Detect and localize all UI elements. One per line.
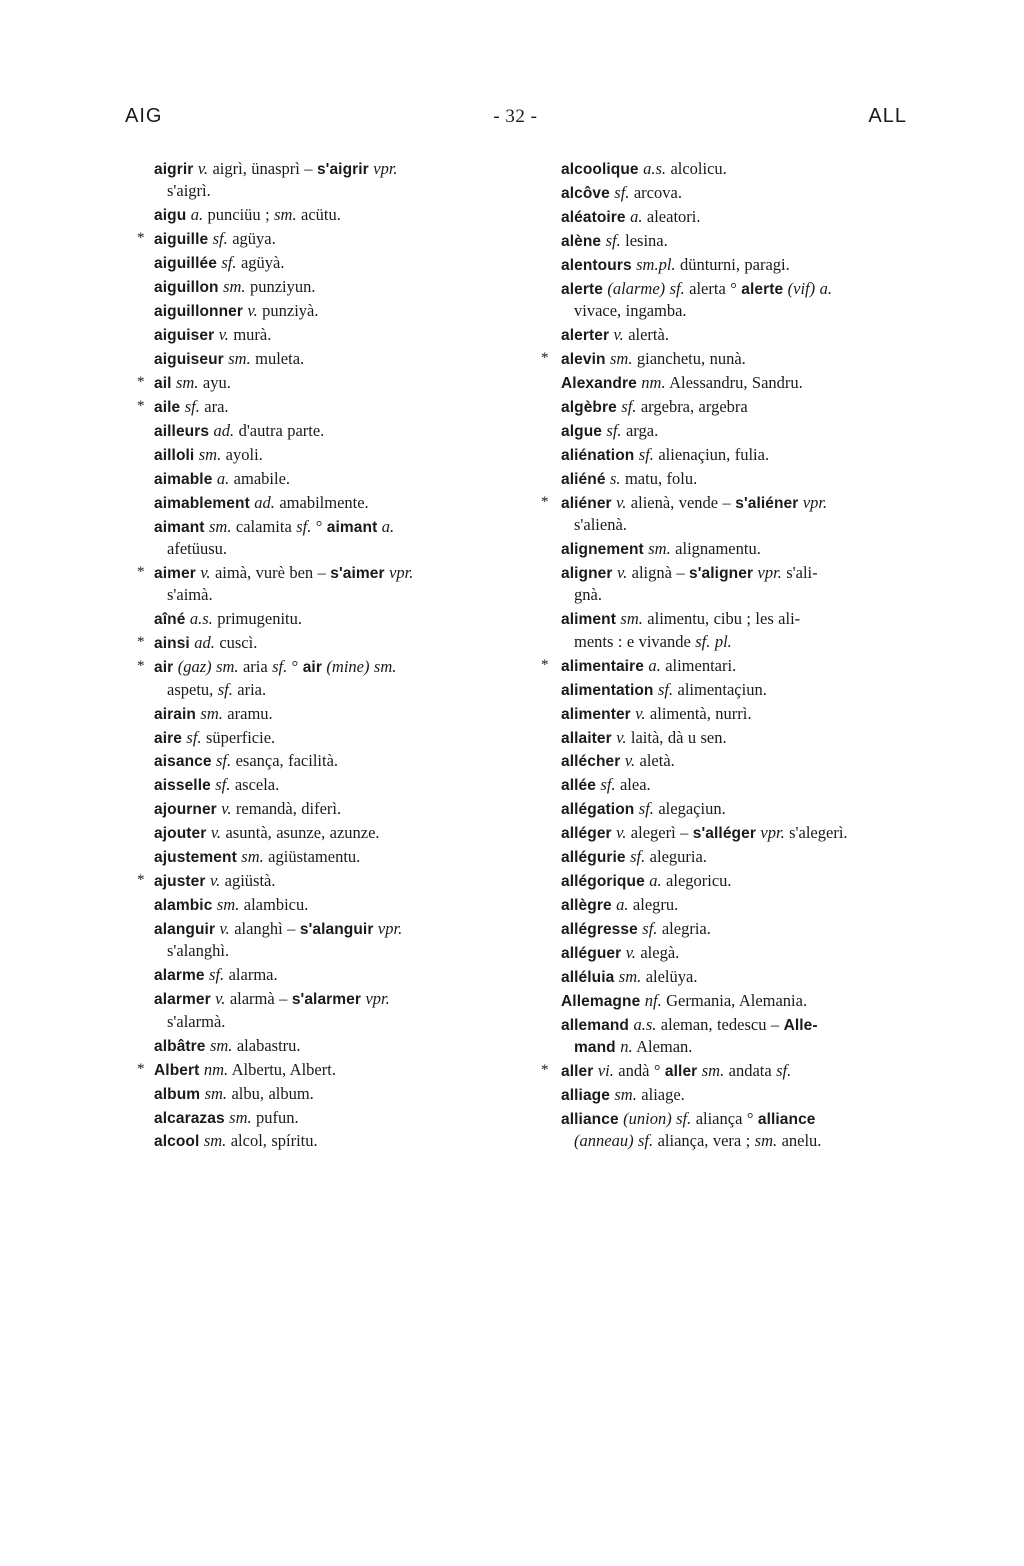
entry-headword: ainsi: [154, 635, 190, 653]
entry-definition: sm. calamita sf. °: [209, 516, 327, 536]
entry-headword-secondary: s'alanguir: [299, 921, 374, 938]
entry-headword-secondary: s'alarmer: [291, 991, 362, 1009]
dictionary-entry: [541, 990, 907, 1012]
entry-headword: alerter: [561, 327, 610, 345]
entry-definition: sf. esança, facilità.: [216, 751, 339, 771]
dictionary-entry: [137, 798, 503, 820]
dictionary-entry: [137, 632, 503, 654]
dictionary-entry: [137, 822, 503, 844]
dictionary-entry: [137, 1107, 503, 1129]
dictionary-entry: [137, 750, 503, 772]
entry-headword: aimer: [154, 564, 196, 582]
entry-headword-secondary: s'alléger: [692, 825, 756, 843]
entry-headword: alignement: [561, 541, 644, 558]
entry-headword: aisselle: [154, 777, 211, 795]
entry-definition: sm. gianchetu, nunà.: [609, 349, 746, 368]
dictionary-entry: [137, 846, 503, 868]
dictionary-entry: [137, 420, 503, 442]
entry-continuation: vivace, ingamba.: [574, 301, 687, 321]
dictionary-entry: [541, 324, 907, 346]
entry-definition: v. murà.: [218, 325, 272, 345]
dictionary-entry: [541, 846, 907, 868]
entry-definition: sm. alabastru.: [209, 1035, 301, 1055]
entry-definition: sm. alimentu, cibu ; les ali-: [620, 609, 801, 629]
entry-headword: alcôve: [561, 184, 610, 202]
entry-definition: v. alegà.: [625, 942, 680, 962]
entry-definition: sf. alea.: [600, 775, 651, 795]
dictionary-entry: [137, 562, 503, 607]
entry-continuation: s'alienà.: [574, 515, 627, 535]
dictionary-entry: [541, 182, 907, 204]
dictionary-entry: [541, 894, 907, 916]
dictionary-entry: [541, 372, 907, 394]
dictionary-entry: [541, 254, 907, 276]
dictionary-entry: [541, 870, 907, 892]
dictionary-entry: [137, 444, 503, 466]
entry-continuation: s'alanghì.: [167, 941, 230, 961]
entry-headword: alarmer: [154, 991, 211, 1009]
entry-definition: v. remandà, diferì.: [221, 799, 342, 819]
entry-headword: ajuster: [154, 873, 206, 891]
asterisk-marker: *: [137, 230, 145, 247]
entry-definition: ad. amabilmente.: [254, 492, 369, 512]
entry-headword-secondary: s'aigrir: [316, 161, 369, 178]
entry-headword: aimablement: [154, 494, 250, 512]
dictionary-entry: [137, 988, 503, 1033]
dictionary-entry: [137, 516, 503, 561]
entry-definition: sm. punziyun.: [223, 277, 316, 297]
entry-headword-secondary: Alle-: [783, 1016, 818, 1034]
entry-headword: Alexandre: [561, 374, 637, 392]
entry-headword: alliance: [561, 1111, 619, 1128]
dictionary-entry: [541, 918, 907, 940]
entry-headword: alentours: [561, 256, 632, 274]
entry-definition: nm. Alessandru, Sandru.: [641, 372, 803, 392]
dictionary-entry: [137, 228, 503, 250]
entry-definition: v. alertà.: [613, 325, 669, 345]
dictionary-entry: [541, 1108, 907, 1153]
dictionary-entry: [137, 158, 503, 203]
entry-definition: a.s. primugenitu.: [189, 609, 302, 629]
dictionary-entry: [541, 822, 907, 844]
asterisk-marker: *: [541, 1062, 549, 1079]
entry-definition: sm. alignamentu.: [648, 539, 761, 558]
dictionary-entry: [137, 894, 503, 916]
asterisk-marker: *: [541, 493, 549, 510]
entry-headword: alanguir: [154, 921, 216, 938]
asterisk-marker: *: [137, 658, 145, 675]
entry-continuation: s'aimà.: [167, 585, 213, 605]
entry-definition: ad. d'autra parte.: [213, 420, 325, 440]
entry-definition-secondary: vpr.: [373, 159, 398, 178]
entry-headword: aliéner: [561, 494, 612, 512]
entry-definition: v. alienà, vende –: [616, 492, 736, 512]
asterisk-marker: *: [137, 563, 145, 580]
entry-definition-secondary: vpr.: [389, 562, 414, 582]
dictionary-entry: [137, 608, 503, 630]
entry-definition: sm.pl. dünturni, paragi.: [636, 254, 790, 274]
entry-definition: v. agiüstà.: [209, 871, 276, 891]
entry-continuation: s'alarmà.: [167, 1011, 226, 1031]
entry-headword: aiguillon: [154, 279, 219, 297]
entry-headword: alléluia: [561, 968, 615, 986]
entry-definition-secondary: vpr.: [802, 492, 828, 512]
entry-headword: allégurie: [561, 849, 626, 867]
entry-definition: sf. alegria.: [642, 919, 711, 938]
entry-headword: aiguille: [154, 231, 209, 249]
dictionary-entry: [541, 608, 907, 653]
entry-definition: a. amabile.: [216, 468, 291, 488]
dictionary-entry: [137, 1035, 503, 1057]
entry-definition: v. laità, dà u sen.: [616, 727, 727, 747]
entry-headword: air: [154, 659, 174, 677]
dictionary-entry: [137, 372, 503, 394]
entry-definition: sf. alienaçiun, fulia.: [638, 444, 770, 464]
entry-headword: aigrir: [154, 161, 194, 178]
entry-headword: alcool: [154, 1133, 200, 1151]
entry-headword-secondary: s'aimer: [330, 564, 385, 582]
dictionary-entry: [137, 1059, 503, 1081]
dictionary-entry: [541, 444, 907, 466]
entry-headword: ajourner: [154, 801, 217, 819]
entry-headword-secondary: aller: [664, 1063, 698, 1081]
entry-headword: allemand: [561, 1016, 629, 1034]
entry-continuation: aspetu, sf. aria.: [167, 679, 267, 699]
entry-headword: alimentation: [561, 681, 654, 699]
entry-definition: nm. Albertu, Albert.: [203, 1059, 336, 1079]
entry-headword: ailleurs: [154, 422, 210, 440]
entry-headword: ail: [154, 374, 172, 392]
entry-definition-secondary: a.: [381, 516, 395, 536]
entry-headword: alimentaire: [561, 657, 644, 675]
entry-definition: s. matu, folu.: [609, 468, 698, 488]
entry-headword: aligner: [561, 564, 613, 582]
entry-headword: alerte: [561, 280, 603, 298]
dictionary-entry: [541, 1084, 907, 1106]
entry-headword-secondary: s'aliéner: [735, 494, 799, 512]
dictionary-entry: [541, 942, 907, 964]
entry-definition: sf. alarma.: [209, 965, 278, 985]
entry-headword-secondary: s'aligner: [689, 564, 754, 582]
entry-definition-secondary: (mine) sm.: [326, 657, 397, 677]
entry-continuation: s'aigrì.: [167, 181, 211, 201]
entry-headword: alléguer: [561, 944, 622, 962]
entry-definition-secondary: sm. andata sf.: [701, 1061, 792, 1081]
entry-headword: alcarazas: [154, 1109, 225, 1127]
entry-definition: v. alignà –: [616, 562, 690, 582]
dictionary-entry: [541, 750, 907, 772]
dictionary-entry: [137, 774, 503, 796]
dictionary-entry: [137, 396, 503, 418]
dictionary-entry: [541, 1060, 907, 1082]
dictionary-entry: [137, 918, 503, 963]
entry-headword-secondary: alerte: [741, 280, 784, 298]
entry-definition: sf. aleguria.: [630, 847, 707, 867]
entry-definition: sm. ayoli.: [198, 444, 263, 464]
entry-definition: sf. süperficie.: [186, 727, 276, 747]
entry-definition: sm. agiüstamentu.: [241, 847, 361, 867]
entry-definition-secondary: vpr.: [365, 989, 390, 1009]
page-header: [125, 105, 907, 128]
entry-headword: aliéné: [561, 470, 606, 488]
entry-definition-secondary: vpr. s'ali-: [757, 562, 818, 582]
dictionary-entry: [137, 870, 503, 892]
entry-headword: aîné: [154, 611, 186, 629]
entry-headword: airain: [154, 705, 196, 723]
dictionary-entry: [137, 348, 503, 370]
dictionary-entry: [541, 158, 907, 180]
entry-definition: v. punziyà.: [247, 301, 319, 321]
entry-headword: aiguillonner: [154, 303, 244, 321]
entry-definition-secondary: (vif) a.: [787, 278, 832, 298]
entry-definition: sf. argebra, argebra: [621, 396, 748, 416]
asterisk-marker: *: [137, 872, 145, 889]
page-number: - 32 -: [493, 106, 538, 127]
entry-definition: a.s. alcolicu.: [643, 159, 727, 178]
entry-definition: (gaz) sm. aria sf. °: [177, 657, 303, 677]
entry-headword: algèbre: [561, 398, 617, 416]
entry-definition: sm. ayu.: [175, 372, 231, 392]
entry-definition: v. alimentà, nurrì.: [635, 703, 752, 723]
dictionary-entry: [137, 276, 503, 298]
dictionary-entry: [137, 1130, 503, 1152]
entry-headword: albâtre: [154, 1037, 206, 1055]
columns-container: [137, 158, 907, 1154]
entry-definition: sm. alelüya.: [618, 966, 698, 986]
dictionary-entry: [541, 468, 907, 490]
entry-headword: ajustement: [154, 849, 237, 867]
dictionary-entry: [541, 278, 907, 323]
entry-definition: sf. arcova.: [614, 182, 682, 202]
entry-definition: v. asuntà, asunze, azunze.: [210, 823, 380, 843]
entry-headword: allégation: [561, 801, 635, 819]
dictionary-entry: [137, 204, 503, 226]
entry-definition: sf. alimentaçiun.: [657, 679, 767, 699]
entry-definition: vi. andà °: [597, 1061, 665, 1081]
dictionary-entry: [541, 420, 907, 442]
entry-definition: v. aletà.: [624, 751, 675, 771]
dictionary-entry: [541, 538, 907, 560]
entry-definition: ad. cuscì.: [194, 633, 258, 653]
entry-definition: sf. alegaçiun.: [638, 799, 726, 819]
entry-definition: a.s. aleman, tedescu –: [633, 1014, 784, 1034]
entry-headword: allée: [561, 777, 596, 795]
dictionary-entry: [137, 703, 503, 725]
dictionary-entry: [541, 492, 907, 537]
entry-headword: alène: [561, 232, 602, 250]
entry-definition: nf. Germania, Alemania.: [644, 990, 808, 1010]
entry-definition: sm. aramu.: [200, 703, 273, 723]
entry-headword: Allemagne: [561, 992, 641, 1010]
entry-headword: alarme: [154, 967, 205, 985]
entry-definition: sf. lesina.: [605, 230, 668, 250]
header-right-guideword: ALL: [868, 105, 907, 127]
entry-definition: sm. alambicu.: [216, 895, 309, 915]
entry-definition: v. alarmà –: [215, 989, 292, 1009]
dictionary-entry: [541, 798, 907, 820]
dictionary-entry: [137, 727, 503, 749]
dictionary-entry: [137, 468, 503, 490]
dictionary-entry: [541, 655, 907, 677]
entry-headword: aiguiseur: [154, 351, 224, 368]
entry-headword: aiguiser: [154, 327, 215, 345]
entry-definition-secondary: vpr.: [377, 919, 403, 938]
dictionary-entry: [137, 324, 503, 346]
entry-headword: aléatoire: [561, 208, 626, 226]
entry-headword: allègre: [561, 897, 612, 915]
entry-headword: aliénation: [561, 446, 635, 464]
entry-definition: (alarme) sf. alerta °: [607, 278, 742, 298]
entry-definition: sf. agüyà.: [221, 253, 285, 273]
asterisk-marker: *: [541, 350, 549, 366]
asterisk-marker: *: [137, 373, 145, 390]
entry-headword: alambic: [154, 897, 213, 915]
entry-headword: alcoolique: [561, 161, 639, 178]
entry-headword: ailloli: [154, 446, 195, 464]
header-left-guideword: AIG: [125, 105, 163, 127]
entry-headword: aigu: [154, 207, 187, 225]
entry-headword: allégorique: [561, 873, 645, 891]
entry-definition: a. alegoricu.: [649, 871, 732, 891]
entry-headword: aiguillée: [154, 255, 217, 273]
entry-definition-secondary: vpr. s'alegerì.: [760, 823, 848, 843]
dictionary-entry: [541, 727, 907, 749]
entry-headword: aimant: [154, 518, 205, 536]
entry-headword: album: [154, 1085, 201, 1103]
entry-headword: ajouter: [154, 825, 207, 843]
dictionary-entry: [137, 964, 503, 986]
dictionary-entry: [541, 562, 907, 607]
entry-headword: algue: [561, 422, 602, 440]
entry-headword: alléger: [561, 825, 612, 843]
entry-definition: sm. aliage.: [614, 1085, 685, 1105]
entry-headword-continuation: mand: [574, 1039, 616, 1057]
entry-definition: sm. alcol, spíritu.: [203, 1131, 318, 1151]
dictionary-entry: [137, 252, 503, 274]
entry-headword: allégresse: [561, 921, 638, 938]
entry-definition: v. alegerì –: [616, 823, 693, 843]
entry-headword: aire: [154, 729, 182, 747]
entry-definition: v. aigrì, ünasprì –: [197, 159, 317, 178]
entry-definition: sf. arga.: [606, 420, 659, 440]
asterisk-marker: *: [137, 634, 145, 651]
entry-continuation: ments : e vivande sf. pl.: [574, 631, 732, 651]
dictionary-entry: [541, 679, 907, 701]
entry-continuation: gnà.: [574, 585, 602, 605]
dictionary-entry: [137, 1083, 503, 1105]
dictionary-entry: [541, 1014, 907, 1059]
dictionary-entry: [541, 396, 907, 418]
entry-headword: alevin: [561, 351, 606, 368]
entry-headword-secondary: aimant: [326, 518, 378, 536]
entry-headword: aimable: [154, 470, 213, 488]
entry-definition: v. alanghì –: [219, 919, 300, 938]
dictionary-entry: [541, 206, 907, 228]
dictionary-entry: [541, 966, 907, 988]
entry-definition: sf. ascela.: [215, 775, 280, 795]
dictionary-entry: [137, 300, 503, 322]
dictionary-entry: [541, 774, 907, 796]
dictionary-entry: [541, 703, 907, 725]
entry-headword: Albert: [154, 1061, 200, 1079]
entry-headword: aliment: [561, 611, 616, 629]
dictionary-entry: [137, 492, 503, 514]
entry-continuation: afetüusu.: [167, 539, 228, 558]
dictionary-entry: [541, 230, 907, 252]
entry-definition: a. punciüu ; sm. acütu.: [190, 205, 341, 225]
asterisk-marker: *: [137, 1060, 145, 1077]
entry-headword-secondary: air: [302, 659, 322, 677]
dictionary-entry: [137, 656, 503, 701]
entry-definition: a. alimentari.: [648, 655, 737, 675]
right-column: [541, 158, 907, 1154]
asterisk-marker: *: [541, 656, 549, 673]
left-column: [137, 158, 503, 1154]
entry-headword: allaiter: [561, 729, 612, 747]
entry-definition: (union) sf. aliança °: [623, 1109, 758, 1128]
entry-headword: aller: [561, 1063, 594, 1081]
entry-headword: alliage: [561, 1087, 610, 1105]
dictionary-entry: [541, 348, 907, 370]
entry-headword: alimenter: [561, 705, 631, 723]
entry-continuation: mand n. Aleman.: [574, 1037, 693, 1057]
asterisk-marker: *: [137, 397, 145, 414]
entry-definition: a. alegru.: [616, 895, 679, 915]
entry-headword: aisance: [154, 753, 212, 771]
entry-definition: sm. pufun.: [229, 1107, 299, 1127]
entry-continuation: (anneau) sf. aliança, vera ; sm. anelu.: [574, 1131, 822, 1151]
entry-definition: v. aimà, vurè ben –: [200, 562, 331, 582]
entry-headword: aile: [154, 398, 181, 416]
entry-definition: sm. albu, album.: [204, 1083, 314, 1103]
entry-headword-secondary: alliance: [757, 1111, 816, 1128]
entry-definition: sf. ara.: [184, 396, 229, 416]
entry-definition: sf. agüya.: [212, 229, 276, 249]
entry-definition: sm. muleta.: [228, 349, 305, 368]
entry-headword: allécher: [561, 753, 621, 771]
entry-definition: a. aleatori.: [630, 206, 701, 226]
